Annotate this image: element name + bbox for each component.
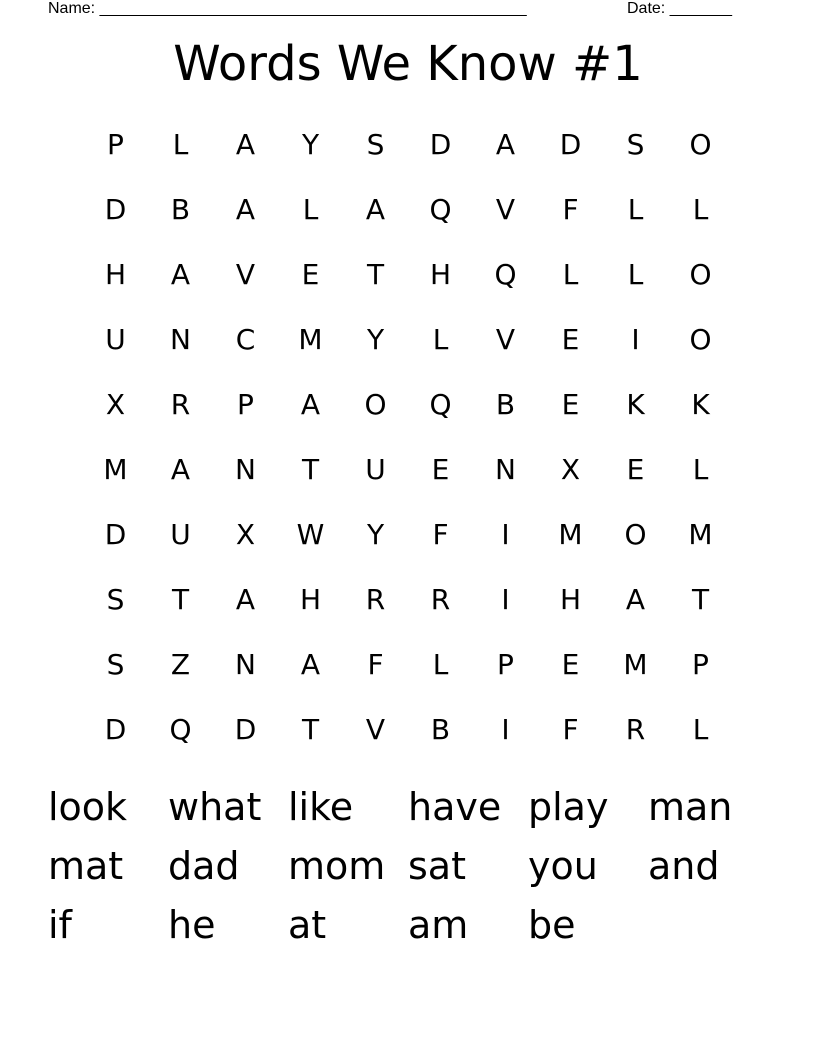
grid-cell[interactable]: M [298, 322, 323, 356]
word-list-item: he [168, 903, 216, 947]
grid-cell[interactable]: L [302, 192, 319, 226]
grid-cell[interactable]: I [631, 322, 640, 356]
grid-cell[interactable]: V [495, 192, 516, 226]
grid-cell[interactable]: H [559, 582, 582, 616]
grid-cell[interactable]: T [301, 712, 320, 746]
grid-cell[interactable]: H [429, 257, 452, 291]
grid-cell[interactable]: N [235, 647, 256, 681]
grid-cell[interactable]: A [235, 582, 256, 616]
grid-cell[interactable]: L [432, 647, 449, 681]
grid-cell[interactable]: I [501, 517, 510, 551]
grid-cell[interactable]: V [495, 322, 516, 356]
grid-cell[interactable]: A [235, 192, 256, 226]
grid-cell[interactable]: I [501, 712, 510, 746]
word-list-item: like [288, 785, 354, 829]
grid-cell[interactable]: P [107, 127, 124, 161]
grid-cell[interactable]: K [691, 387, 710, 421]
grid-cell[interactable]: A [365, 192, 386, 226]
date-field[interactable] [627, 0, 732, 18]
grid-cell[interactable]: A [235, 127, 256, 161]
grid-cell[interactable]: R [170, 387, 191, 421]
word-list-item: mom [288, 844, 386, 888]
grid-cell[interactable]: T [691, 582, 710, 616]
grid-cell[interactable]: O [689, 127, 712, 161]
grid-cell[interactable]: D [104, 192, 127, 226]
grid-cell[interactable]: E [626, 452, 645, 486]
grid-cell[interactable]: Y [366, 322, 385, 356]
grid-cell[interactable]: P [497, 647, 514, 681]
grid-cell[interactable]: F [432, 517, 449, 551]
grid-cell[interactable]: S [626, 127, 645, 161]
grid-cell[interactable]: A [495, 127, 516, 161]
word-list-item: you [528, 844, 598, 888]
grid-cell[interactable]: V [365, 712, 386, 746]
grid-cell[interactable]: H [299, 582, 322, 616]
grid-cell[interactable]: K [626, 387, 645, 421]
grid-cell[interactable]: X [560, 452, 581, 486]
grid-cell[interactable]: M [623, 647, 648, 681]
grid-cell[interactable]: E [431, 452, 450, 486]
grid-cell[interactable]: B [430, 712, 451, 746]
grid-cell[interactable]: D [429, 127, 452, 161]
grid-cell[interactable]: M [688, 517, 713, 551]
grid-cell[interactable]: Z [170, 647, 191, 681]
name-field[interactable] [48, 0, 527, 18]
word-list-item: look [48, 785, 128, 829]
letter-grid [83, 112, 733, 762]
grid-cell[interactable]: A [300, 387, 321, 421]
grid-cell[interactable]: T [171, 582, 190, 616]
word-list-item: at [288, 903, 327, 947]
grid-cell[interactable]: D [559, 127, 582, 161]
word-list-item: have [408, 785, 502, 829]
grid-cell[interactable]: D [234, 712, 257, 746]
grid-cell[interactable]: L [627, 257, 644, 291]
grid-cell[interactable]: F [562, 192, 579, 226]
grid-cell[interactable]: O [364, 387, 387, 421]
grid-cell[interactable]: B [495, 387, 516, 421]
grid-cell[interactable]: L [692, 192, 709, 226]
grid-cell[interactable]: D [104, 517, 127, 551]
word-list-item: mat [48, 844, 124, 888]
grid-cell[interactable]: Q [429, 192, 452, 226]
word-list [48, 778, 768, 955]
grid-cell[interactable]: Y [366, 517, 385, 551]
grid-cell[interactable]: B [170, 192, 191, 226]
grid-cell[interactable]: L [432, 322, 449, 356]
word-list-item: if [48, 903, 72, 947]
grid-cell[interactable]: Y [301, 127, 320, 161]
grid-cell[interactable]: S [106, 582, 125, 616]
word-list-item: man [648, 785, 733, 829]
grid-cell[interactable]: R [625, 712, 646, 746]
grid-cell[interactable]: S [366, 127, 385, 161]
page-title: Words We Know #1 [173, 36, 643, 92]
grid-cell[interactable]: E [561, 322, 580, 356]
grid-cell[interactable]: S [106, 647, 125, 681]
grid-cell[interactable]: U [170, 517, 191, 551]
date-blank: _______ [669, 0, 732, 17]
grid-cell[interactable]: H [104, 257, 127, 291]
grid-cell[interactable]: V [235, 257, 256, 291]
grid-cell[interactable]: Q [494, 257, 517, 291]
grid-cell[interactable]: N [170, 322, 191, 356]
grid-cell[interactable]: A [625, 582, 646, 616]
grid-cell[interactable]: M [558, 517, 583, 551]
word-list-item: be [528, 903, 576, 947]
word-list-item: dad [168, 844, 240, 888]
word-list-item: and [648, 844, 720, 888]
grid-cell[interactable]: U [105, 322, 126, 356]
grid-cell[interactable]: Q [169, 712, 192, 746]
header-line [48, 0, 748, 18]
word-list-item: play [528, 785, 609, 829]
grid-cell[interactable]: A [170, 452, 191, 486]
name-blank: ________________________________________________ [99, 0, 527, 17]
date-label: Date: [627, 0, 666, 17]
grid-cell[interactable]: L [172, 127, 189, 161]
grid-cell[interactable]: W [296, 517, 325, 551]
grid-cell[interactable]: P [692, 647, 709, 681]
grid-cell[interactable]: L [692, 712, 709, 746]
grid-cell[interactable]: A [170, 257, 191, 291]
grid-cell[interactable]: C [235, 322, 256, 356]
grid-cell[interactable]: N [495, 452, 516, 486]
grid-cell[interactable]: O [689, 322, 712, 356]
grid-cell[interactable]: I [501, 582, 510, 616]
grid-cell[interactable]: U [365, 452, 386, 486]
grid-cell[interactable]: O [689, 257, 712, 291]
grid-cell[interactable]: T [366, 257, 385, 291]
grid-cell[interactable]: M [103, 452, 128, 486]
grid-cell[interactable]: F [562, 712, 579, 746]
grid-cell[interactable]: X [105, 387, 126, 421]
grid-cell[interactable]: Q [429, 387, 452, 421]
grid-cell[interactable]: R [430, 582, 451, 616]
grid-cell[interactable]: O [624, 517, 647, 551]
grid-cell[interactable]: L [627, 192, 644, 226]
grid-cell[interactable]: T [301, 452, 320, 486]
grid-cell[interactable]: L [562, 257, 579, 291]
word-list-item: what [168, 785, 262, 829]
word-list-item: am [408, 903, 469, 947]
grid-cell[interactable]: F [367, 647, 384, 681]
grid-cell[interactable]: D [104, 712, 127, 746]
grid-cell[interactable]: L [692, 452, 709, 486]
name-label: Name: [48, 0, 96, 17]
grid-cell[interactable]: X [235, 517, 256, 551]
grid-cell[interactable]: P [237, 387, 254, 421]
grid-cell[interactable]: A [300, 647, 321, 681]
word-list-item: sat [408, 844, 466, 888]
grid-cell[interactable]: E [561, 387, 580, 421]
grid-cell[interactable]: N [235, 452, 256, 486]
grid-cell[interactable]: R [365, 582, 386, 616]
grid-cell[interactable]: E [561, 647, 580, 681]
grid-cell[interactable]: E [301, 257, 320, 291]
